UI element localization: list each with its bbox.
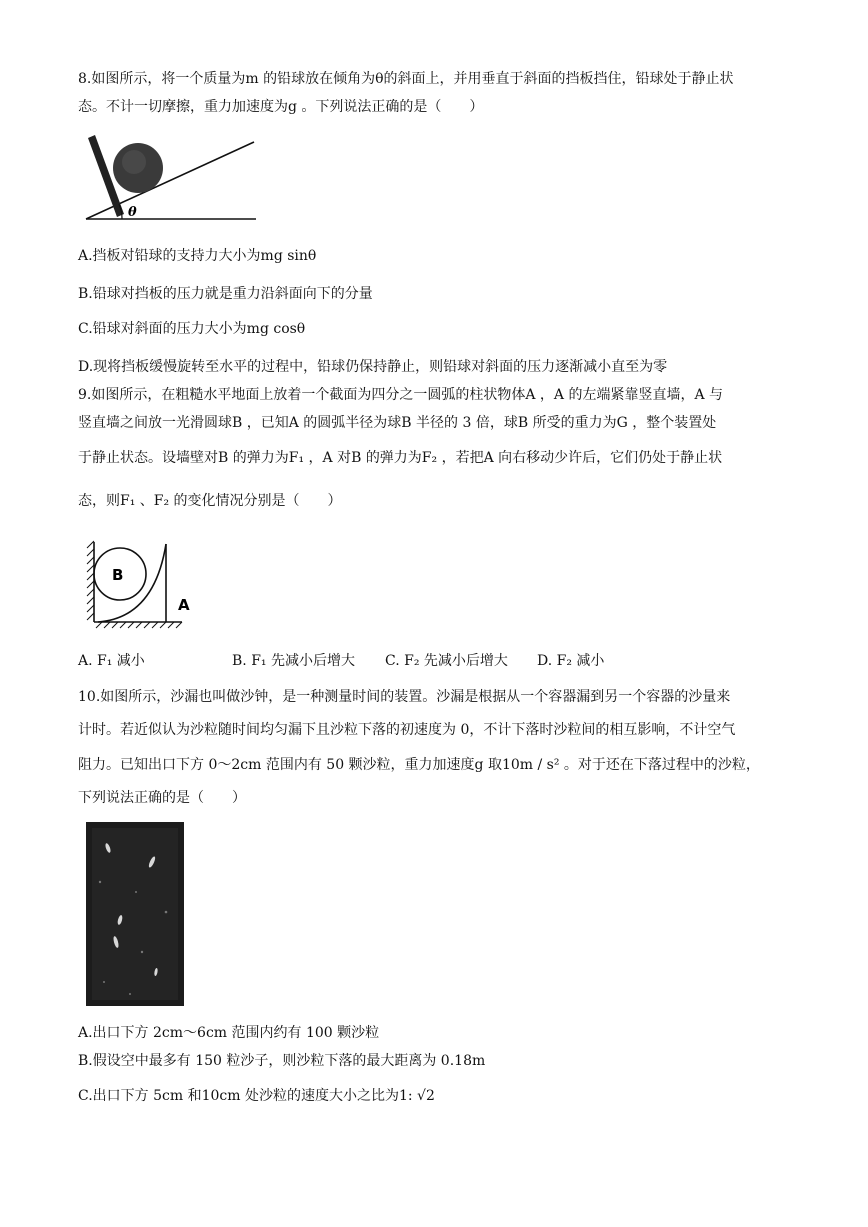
angle-theta-label: θ xyxy=(128,205,137,220)
q10-stem-line-2: 计时。若近似认为沙粒随时间均匀漏下且沙粒下落的初速度为 0，不计下落时沙粒间的相互影响，不计空气 xyxy=(78,722,736,738)
q9-wall-ball-figure xyxy=(84,538,196,630)
ground-hatching xyxy=(96,622,182,628)
q10-option-b[interactable]: B.假设空中最多有 150 粒沙子，则沙粒下落的最大距离为 0.18m xyxy=(78,1053,486,1069)
q9-stem-line-1: 9.如图所示，在粗糙水平地面上放着一个截面为四分之一圆弧的柱状物体A ，A 的左端紧靠竖直墙，A 与 xyxy=(78,387,724,403)
ball-b-label: B xyxy=(112,566,124,584)
q9-option-d[interactable]: D. F₂ 减小 xyxy=(537,653,605,669)
lead-ball-texture xyxy=(122,150,146,174)
q8-option-b[interactable]: B.铅球对挡板的压力就是重力沿斜面向下的分量 xyxy=(78,286,373,302)
q10-sand-photo xyxy=(86,822,184,1006)
q8-option-d[interactable]: D.现将挡板缓慢旋转至水平的过程中，铅球仍保持静止，则铅球对斜面的压力逐渐减小直至为零 xyxy=(78,359,668,375)
photo-noise xyxy=(92,828,178,1000)
q9-option-c[interactable]: C. F₂ 先减小后增大 xyxy=(385,653,508,669)
q9-stem-line-4: 态，则F₁ 、F₂ 的变化情况分别是（ ） xyxy=(78,493,342,509)
q9-stem-line-2: 竖直墙之间放一光滑圆球B ，已知A 的圆弧半径为球B 半径的 3 倍，球B 所受的重力为G ，整个装置处 xyxy=(78,415,717,431)
quarter-arc-a xyxy=(98,544,166,622)
q9-stem-line-3: 于静止状态。设墙壁对B 的弹力为F₁ ，A 对B 的弹力为F₂ ，若把A 向右移动少许后，它们仍处于静止状 xyxy=(78,450,723,466)
wall-hatching xyxy=(87,541,94,620)
q9-option-a[interactable]: A. F₁ 减小 xyxy=(78,653,145,669)
q10-stem-line-1: 10.如图所示，沙漏也叫做沙钟，是一种测量时间的装置。沙漏是根据从一个容器漏到另一个容器的沙量来 xyxy=(78,689,731,705)
q8-option-c[interactable]: C.铅球对斜面的压力大小为mg cosθ xyxy=(78,321,306,337)
q10-stem-line-4: 下列说法正确的是（ ） xyxy=(78,790,246,806)
q8-option-a[interactable]: A.挡板对铅球的支持力大小为mg sinθ xyxy=(78,248,317,264)
block-a-label: A xyxy=(178,596,190,614)
q10-option-a[interactable]: A.出口下方 2cm～6cm 范围内约有 100 颗沙粒 xyxy=(78,1025,380,1041)
q9-option-b[interactable]: B. F₁ 先减小后增大 xyxy=(232,653,355,669)
q8-stem-line-2: 态。不计一切摩擦，重力加速度为g 。下列说法正确的是（ ） xyxy=(78,99,484,115)
q10-option-c[interactable]: C.出口下方 5cm 和10cm 处沙粒的速度大小之比为1: √2 xyxy=(78,1088,435,1104)
q8-stem-line-1: 8.如图所示，将一个质量为m 的铅球放在倾角为θ的斜面上，并用垂直于斜面的挡板挡住，铅球处于静止状 xyxy=(78,71,734,87)
q10-stem-line-3: 阻力。已知出口下方 0～2cm 范围内有 50 颗沙粒，重力加速度g 取10m / s² 。对于还在下落过程中的沙粒， xyxy=(78,757,760,773)
q8-incline-figure xyxy=(84,128,260,224)
